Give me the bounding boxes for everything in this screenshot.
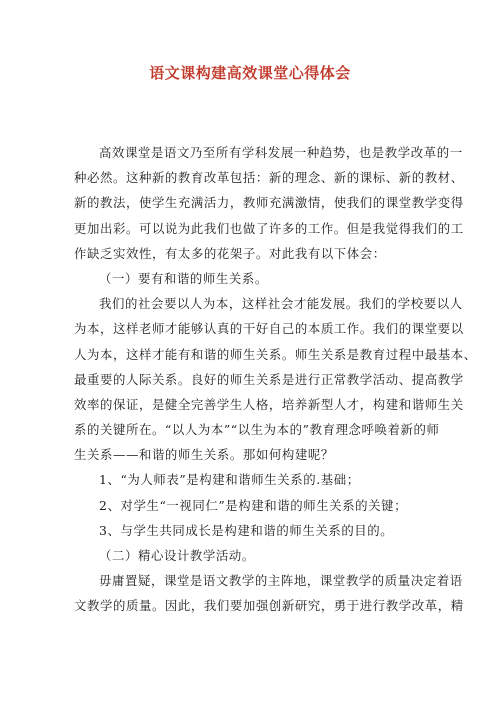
list-item: 3、与学生共同成长是构建和谐的师生关系的目的。 bbox=[99, 522, 394, 538]
body-line: 高效课堂是语文乃至所有学科发展一种趋势，也是教学改革的一 bbox=[99, 145, 463, 160]
list-item: 2、对学生“一视同仁”是构建和谐的师生关系的关键； bbox=[99, 497, 408, 513]
body-line: 毋庸置疑，课堂是语文教学的主阵地，课堂教学的质量决定着语 bbox=[99, 573, 463, 589]
body-line: 为本，这样老师才能够认真的干好自己的本质工作。我们的课堂要以 bbox=[74, 321, 464, 337]
body-line: 作缺乏实效性，有太多的花架子。对此我有以下体会： bbox=[74, 245, 386, 261]
body-line: 效率的保证，是健全完善学生人格，培养新型人才，构建和谐师生关 bbox=[74, 396, 464, 412]
body-line: 文教学的质量。因此，我们要加强创新研究，勇于进行教学改革，精 bbox=[74, 598, 464, 614]
body-line: 系的关键所在。“以人为本”“以生为本的”教育理念呼唤着新的师 bbox=[74, 422, 440, 438]
body-line: 生关系——和谐的师生关系。那如何构建呢？ bbox=[74, 447, 334, 463]
body-line: 新的教法，使学生充满活力，教师充满激情，使我们的课堂教学变得 bbox=[74, 195, 464, 211]
list-item: 1、“为人师表”是构建和谐师生关系的.基础； bbox=[99, 472, 360, 488]
body-line: 种必然。这种新的教育改革包括：新的理念、新的课标、新的教材、 bbox=[74, 170, 464, 186]
section-heading: （一）要有和谐的师生关系。 bbox=[99, 270, 268, 286]
section-heading: （二）精心设计教学活动。 bbox=[99, 548, 255, 563]
document-title: 语文课构建高效课堂心得体会 bbox=[149, 64, 351, 82]
body-line: 我们的社会要以人为本，这样社会才能发展。我们的学校要以人 bbox=[99, 296, 463, 312]
document-body bbox=[74, 140, 477, 619]
body-line: 人为本，这样才能有和谐的师生关系。师生关系是教育过程中最基本、 bbox=[74, 346, 477, 362]
body-line: 更加出彩。可以说为此我们也做了许多的工作。但是我觉得我们的工 bbox=[74, 220, 464, 236]
body-line: 最重要的人际关系。良好的师生关系是进行正常教学活动、提高教学 bbox=[74, 371, 464, 387]
